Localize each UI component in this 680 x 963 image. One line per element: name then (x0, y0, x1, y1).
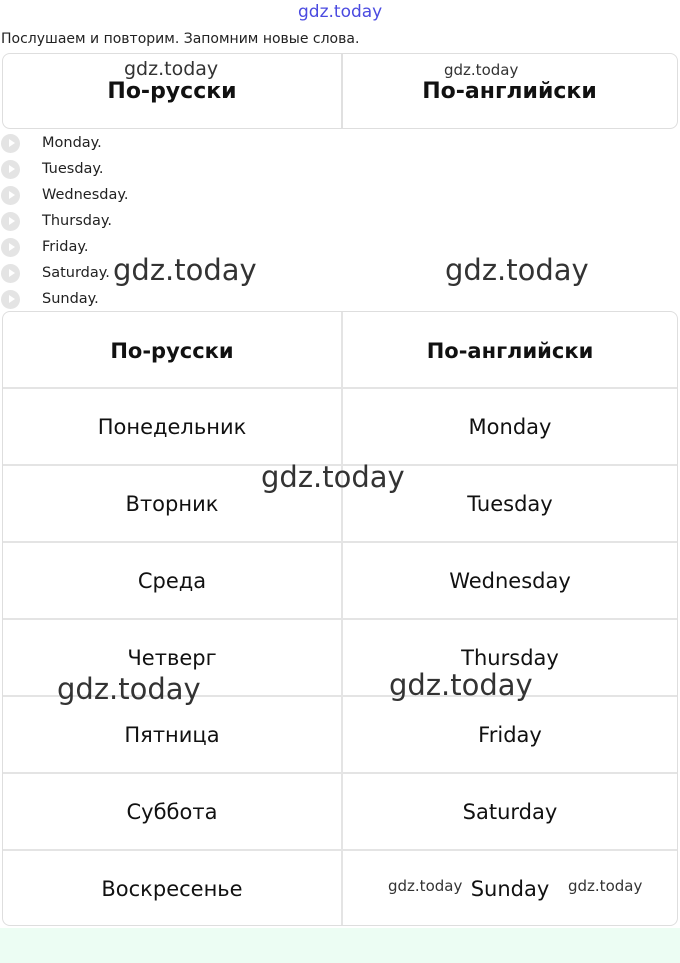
table-row (3, 387, 677, 464)
watermark: gdz.today (124, 58, 219, 80)
english-word: Thursday (461, 645, 559, 670)
header-card-russian: По-русски (107, 78, 237, 104)
vocabulary-table (2, 311, 678, 926)
play-icon[interactable] (1, 290, 20, 309)
table-header-row (3, 312, 677, 389)
watermark: gdz.today (113, 253, 257, 287)
watermark: gdz.today (261, 460, 405, 494)
audio-item-label: Wednesday. (42, 187, 129, 203)
english-word: Sunday (470, 876, 550, 901)
audio-item-label: Tuesday. (42, 161, 104, 177)
play-icon[interactable] (1, 264, 20, 283)
column-header-russian: По-русски (110, 338, 234, 363)
header-card (2, 53, 678, 129)
audio-item-label: Friday. (42, 239, 89, 255)
english-word: Saturday (462, 799, 558, 824)
audio-item-wednesday[interactable] (0, 183, 300, 207)
play-icon[interactable] (1, 186, 20, 205)
play-icon[interactable] (1, 238, 20, 257)
audio-item-label: Monday. (42, 135, 102, 151)
russian-word: Пятница (124, 722, 220, 747)
exercise-instruction: Послушаем и повторим. Запомним новые слова. (1, 31, 360, 47)
audio-item-label: Thursday. (42, 213, 112, 229)
audio-item-sunday[interactable] (0, 287, 300, 311)
table-row (3, 695, 677, 772)
watermark-top: gdz.today (298, 2, 383, 22)
english-word: Wednesday (449, 568, 571, 593)
play-icon[interactable] (1, 160, 20, 179)
page-footer-area (0, 928, 680, 963)
table-row (3, 541, 677, 618)
russian-word: Суббота (126, 799, 218, 824)
watermark: gdz.today (389, 668, 533, 702)
column-header-english: По-английски (426, 338, 594, 363)
audio-item-monday[interactable] (0, 131, 300, 155)
header-card-english: По-английски (422, 78, 597, 104)
watermark: gdz.today (388, 877, 463, 895)
russian-word: Воскресенье (101, 876, 243, 901)
audio-item-label: Saturday. (42, 265, 110, 281)
english-word: Monday (468, 414, 552, 439)
watermark: gdz.today (445, 253, 589, 287)
audio-item-thursday[interactable] (0, 209, 300, 233)
english-word: Tuesday (467, 491, 553, 516)
table-row (3, 772, 677, 849)
watermark: gdz.today (444, 61, 519, 79)
watermark: gdz.today (568, 877, 643, 895)
russian-word: Среда (137, 568, 207, 593)
play-icon[interactable] (1, 212, 20, 231)
audio-item-tuesday[interactable] (0, 157, 300, 181)
english-word: Friday (478, 722, 542, 747)
watermark: gdz.today (57, 672, 201, 706)
russian-word: Понедельник (97, 414, 247, 439)
play-icon[interactable] (1, 134, 20, 153)
audio-item-label: Sunday. (42, 291, 99, 307)
russian-word: Четверг (127, 645, 217, 670)
russian-word: Вторник (125, 491, 219, 516)
